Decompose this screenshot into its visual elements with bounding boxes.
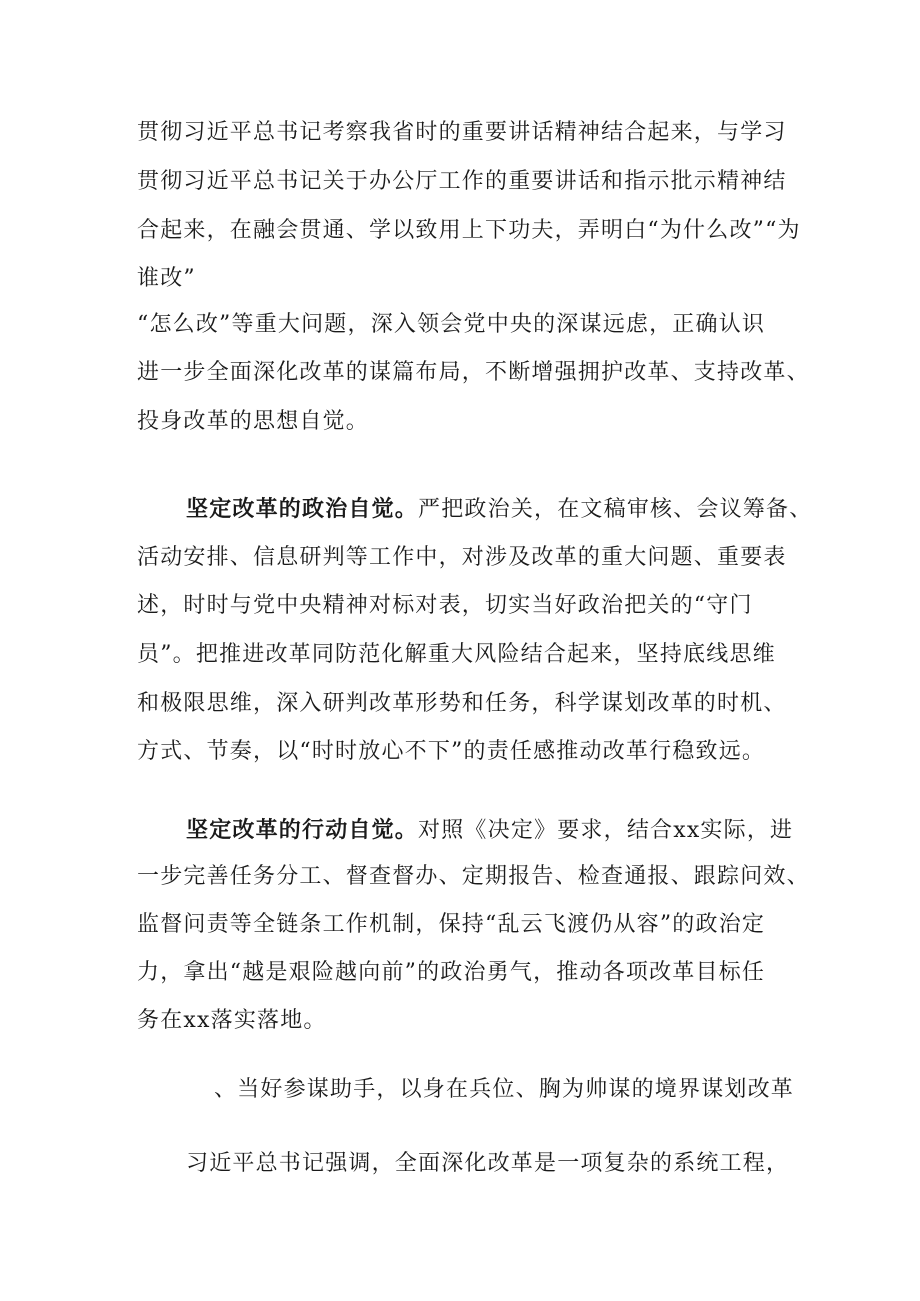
paragraph-1-line-3: 合起来，在融会贯通、学以致用上下功夫，弄明白“为什么改”“为 bbox=[137, 218, 801, 243]
paragraph-3-line-2: 一步完善任务分工、督查督办、定期报告、检查通报、跟踪问效、 bbox=[137, 864, 810, 889]
paragraph-2-line-3: 述，时时与党中央精神对标对表，切实当好政治把关的“守门 bbox=[137, 593, 753, 618]
paragraph-1-line-4: 谁改” bbox=[137, 266, 196, 291]
paragraph-3-heading: 坚定改革的行动自觉。 bbox=[186, 817, 419, 843]
paragraph-1-line-7: 投身改革的思想自觉。 bbox=[137, 409, 370, 434]
section-heading: 、当好参谋助手，以身在兵位、胸为帅谋的境界谋划改革 bbox=[214, 1077, 795, 1102]
paragraph-2-line-1-rest: 严把政治关，在文稿审核、会议筹备、 bbox=[418, 497, 813, 522]
paragraph-2-heading: 坚定改革的政治自觉。 bbox=[186, 496, 419, 522]
paragraph-1-line-2: 贯彻习近平总书记关于办公厅工作的重要讲话和指示批示精神结 bbox=[137, 169, 787, 194]
paragraph-3-line-5: 务在xx落实落地。 bbox=[137, 1008, 327, 1033]
paragraph-2-line-2: 活动安排、信息研判等工作中，对涉及改革的重大问题、重要表 bbox=[137, 545, 787, 570]
paragraph-4-line-1: 习近平总书记强调，全面深化改革是一项复杂的系统工程， bbox=[186, 1151, 790, 1176]
paragraph-2-line-4: 员”。把推进改革同防范化解重大风险结合起来，坚持底线思维 bbox=[137, 642, 776, 667]
paragraph-3-line-3: 监督问责等全链条工作机制，保持“乱云飞渡仍从容”的政治定 bbox=[137, 912, 766, 937]
paragraph-3-line-4: 力，拿出“越是艰险越向前”的政治勇气，推动各项改革目标任 bbox=[137, 960, 766, 985]
paragraph-3-line-1-rest: 对照《决定》要求，结合xx实际，进 bbox=[418, 818, 794, 843]
paragraph-2-line-6: 方式、节奏，以“时时放心不下”的责任感推动改革行稳致远。 bbox=[137, 739, 766, 764]
paragraph-1-line-5: “怎么改”等重大问题，深入领会党中央的深谋远虑，正确认识 bbox=[137, 312, 766, 337]
paragraph-1-line-6: 进一步全面深化改革的谋篇布局，不断增强拥护改革、支持改革、 bbox=[137, 360, 810, 385]
paragraph-2-line-1 bbox=[186, 494, 812, 525]
paragraph-1-line-1: 贯彻习近平总书记考察我省时的重要讲话精神结合起来，与学习 bbox=[137, 120, 787, 145]
paragraph-2-line-5: 和极限思维，深入研判改革形势和任务，科学谋划改革的时机、 bbox=[137, 691, 787, 716]
paragraph-3-line-1 bbox=[186, 815, 793, 846]
